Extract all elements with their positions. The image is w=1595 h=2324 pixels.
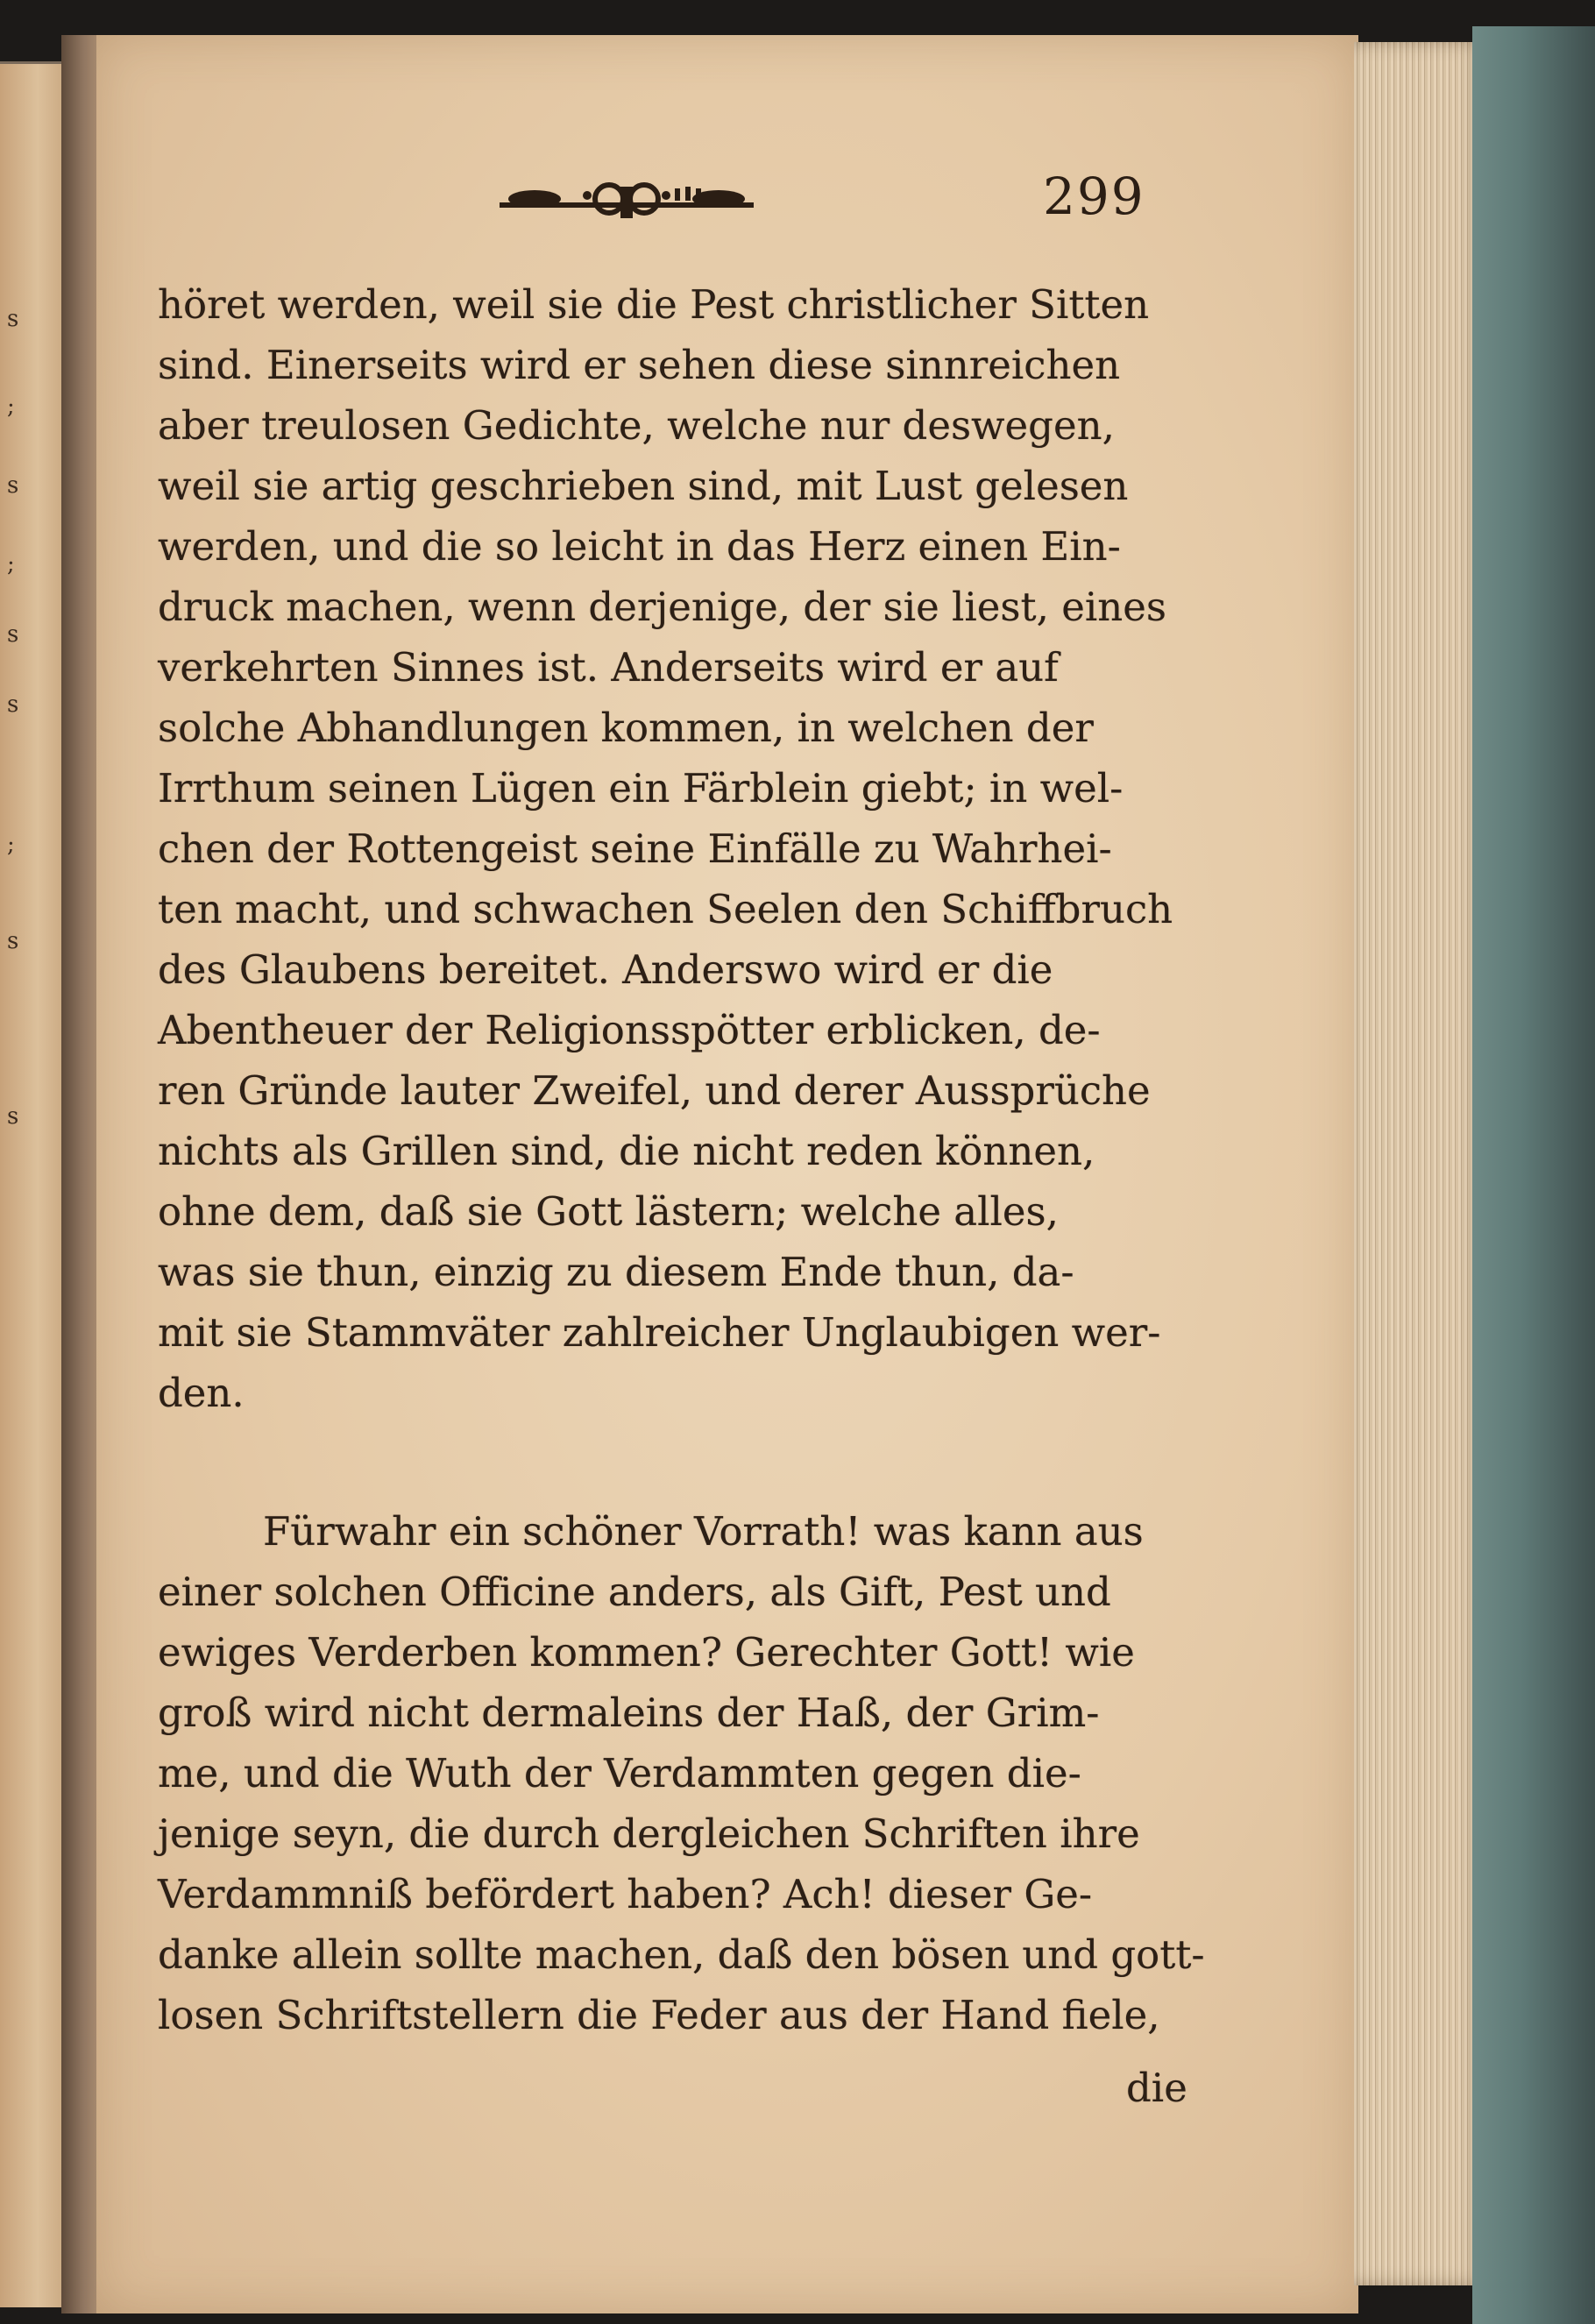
facing-page-fragment: ; [7,393,15,420]
text-line: losen Schriftstellern die Feder aus der Hand fiele, [158,1992,1160,2038]
text-line: den. [158,1370,245,1416]
facing-page-fragment: s [7,472,19,499]
text-line: was sie thun, einzig zu diesem Ende thun, da- [158,1249,1074,1295]
text-line: Fürwahr ein schöner Vorrath! was kann aus [263,1508,1144,1555]
facing-page-fragment: s [7,691,19,718]
text-line: aber treulosen Gedichte, welche nur deswegen, [158,402,1115,449]
facing-page-edge [0,61,68,2307]
text-line: solche Abhandlungen kommen, in welchen der [158,705,1094,751]
text-line: Verdammniß befördert haben? Ach! dieser Ge- [158,1871,1093,1917]
page-edges [1354,42,1485,2285]
text-line: ren Gründe lauter Zweifel, und derer Aussprüche [158,1067,1151,1114]
text-line: ohne dem, daß sie Gott lästern; welche alles, [158,1188,1059,1235]
text-line: me, und die Wuth der Verdammten gegen die- [158,1750,1081,1796]
text-line: des Glaubens bereitet. Anderswo wird er die [158,946,1053,993]
catchword: die [1126,2065,1187,2111]
text-line: Abentheuer der Religionsspötter erblicken, de- [158,1007,1101,1053]
text-line: Irrthum seinen Lügen ein Färblein giebt; in wel- [158,765,1124,811]
facing-page-fragment: s [7,306,19,332]
facing-page-fragment: ; [7,551,15,577]
text-line: jenige seyn, die durch dergleichen Schriften ihre [158,1810,1140,1857]
header-ornament-icon [500,180,754,223]
text-line: druck machen, wenn derjenige, der sie liest, eines [158,584,1166,630]
text-line: chen der Rottengeist seine Einfälle zu Wahrhei- [158,825,1112,872]
text-line: höret werden, weil sie die Pest christlicher Sitten [158,281,1150,328]
facing-page-fragment: s [7,621,19,648]
book-cover [1472,26,1595,2324]
text-line: werden, und die so leicht in das Herz einen Ein- [158,523,1121,570]
text-line: verkehrten Sinnes ist. Anderseits wird er auf [158,644,1059,691]
text-line: weil sie artig geschrieben sind, mit Lust gelesen [158,463,1129,509]
text-line: einer solchen Officine anders, als Gift, Pest und [158,1569,1111,1615]
text-line: danke allein sollte machen, daß den bösen und gott- [158,1931,1205,1978]
facing-page-fragment: ; [7,832,15,858]
text-line: ewiges Verderben kommen? Gerechter Gott! wie [158,1629,1135,1676]
text-line: groß wird nicht dermaleins der Haß, der Grim- [158,1690,1100,1736]
page-number: 299 [1043,167,1145,226]
text-line: mit sie Stammväter zahlreicher Unglaubigen wer- [158,1309,1161,1356]
facing-page-fragment: s [7,1103,19,1130]
text-line: nichts als Grillen sind, die nicht reden können, [158,1128,1095,1174]
text-line: sind. Einerseits wird er sehen diese sinnreichen [158,342,1121,388]
facing-page-fragment: s [7,928,19,954]
text-line: ten macht, und schwachen Seelen den Schiffbruch [158,886,1173,932]
